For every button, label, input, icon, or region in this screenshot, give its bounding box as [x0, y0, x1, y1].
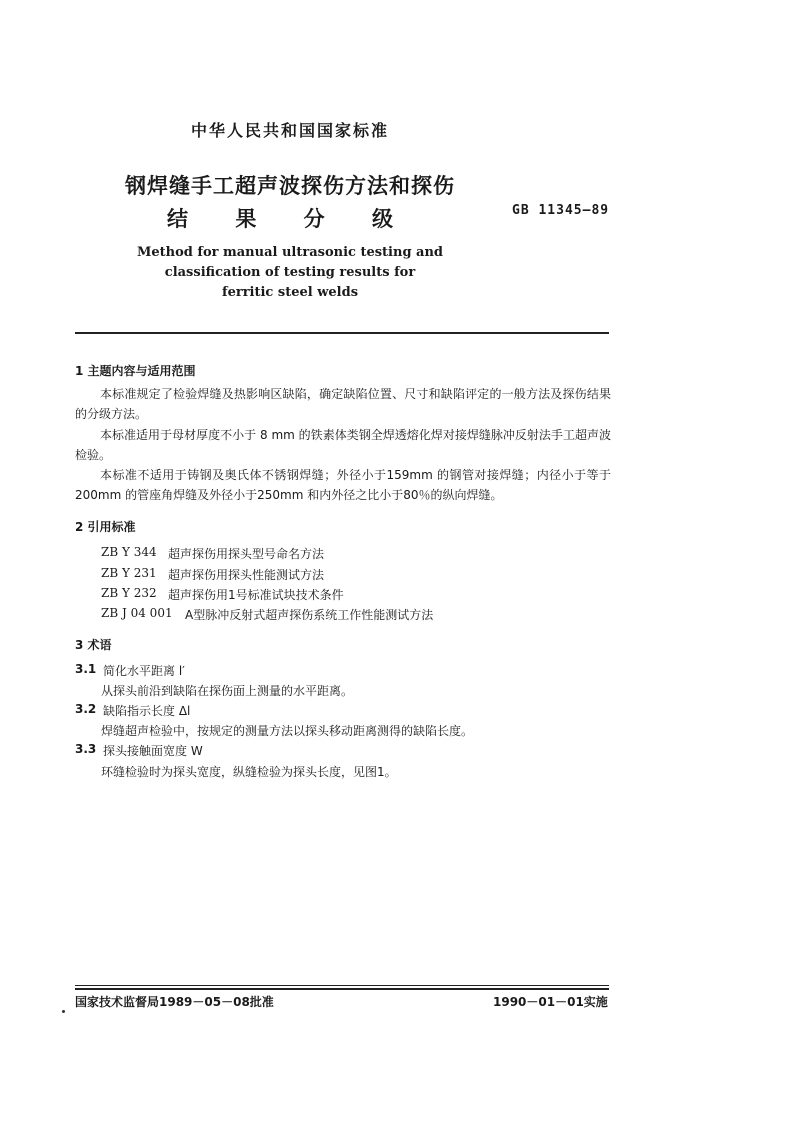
reference-code: ZB Y 344: [101, 545, 157, 559]
english-title-line-1: Method for manual ultrasonic testing and: [136, 245, 444, 260]
chinese-title-line-2: 结 果 分 级: [167, 207, 413, 231]
reference-code: ZB J 04 001: [101, 606, 173, 620]
section-1-heading: 1 主题内容与适用范围: [75, 364, 196, 378]
reference-code: ZB Y 232: [101, 586, 157, 600]
term-definition: 环缝检验时为探头宽度，纵缝检验为探头长度，见图1。: [101, 765, 397, 779]
standard-number: GB 11345—89: [512, 203, 610, 218]
section-3-heading: 3 术语: [75, 638, 112, 652]
term-number: 3.2: [75, 702, 97, 716]
section-2-heading: 2 引用标准: [75, 520, 136, 534]
reference-code: ZB Y 231: [101, 566, 157, 580]
term-definition: 从探头前沿到缺陷在探伤面上测量的水平距离。: [101, 684, 354, 698]
chinese-title-line-1: 钢焊缝手工超声波探伤方法和探伤: [125, 174, 455, 198]
term-name: 简化水平距离 l′: [103, 664, 185, 678]
footer-divider-thick: [75, 988, 609, 990]
reference-title: 超声探伤用1号标准试块技术条件: [168, 588, 344, 602]
term-definition: 焊缝超声检验中，按规定的测量方法以探头移动距离测得的缺陷长度。: [101, 724, 474, 738]
term-number: 3.3: [75, 742, 97, 756]
approval-date: 国家技术监督局1989－05－08批准: [75, 995, 274, 1009]
term-name: 缺陷指示长度 Δl: [103, 704, 191, 718]
section-1-paragraph-2: 本标准适用于母材厚度不小于 8 mm 的铁素体类钢全焊透熔化焊对接焊缝脉冲反射法手工超声波检验。: [75, 428, 611, 462]
section-1-paragraph-3: 本标准不适用于铸钢及奥氏体不锈钢焊缝；外径小于159mm 的钢管对接焊缝；内径小于等于200mm 的管座角焊缝及外径小于250mm 和内外径之比小于80％的纵向焊缝。: [75, 468, 611, 502]
term-name: 探头接触面宽度 W: [103, 744, 203, 758]
scan-speck: [62, 1010, 65, 1013]
effective-date: 1990－01－01实施: [493, 995, 608, 1009]
section-1-paragraph-1: 本标准规定了检验焊缝及热影响区缺陷，确定缺陷位置、尺寸和缺陷评定的一般方法及探伤结果的分级方法。: [75, 387, 611, 421]
term-number: 3.1: [75, 662, 97, 676]
header-divider: [75, 332, 609, 334]
english-title-line-2: classification of testing results for: [164, 265, 416, 280]
english-title-line-3: ferritic steel welds: [221, 285, 359, 300]
reference-title: A型脉冲反射式超声探伤系统工作性能测试方法: [185, 608, 434, 622]
reference-title: 超声探伤用探头性能测试方法: [168, 568, 325, 582]
issuing-org-header: 中华人民共和国国家标准: [190, 121, 389, 140]
footer-divider-thin: [75, 985, 609, 986]
reference-title: 超声探伤用探头型号命名方法: [168, 547, 325, 561]
